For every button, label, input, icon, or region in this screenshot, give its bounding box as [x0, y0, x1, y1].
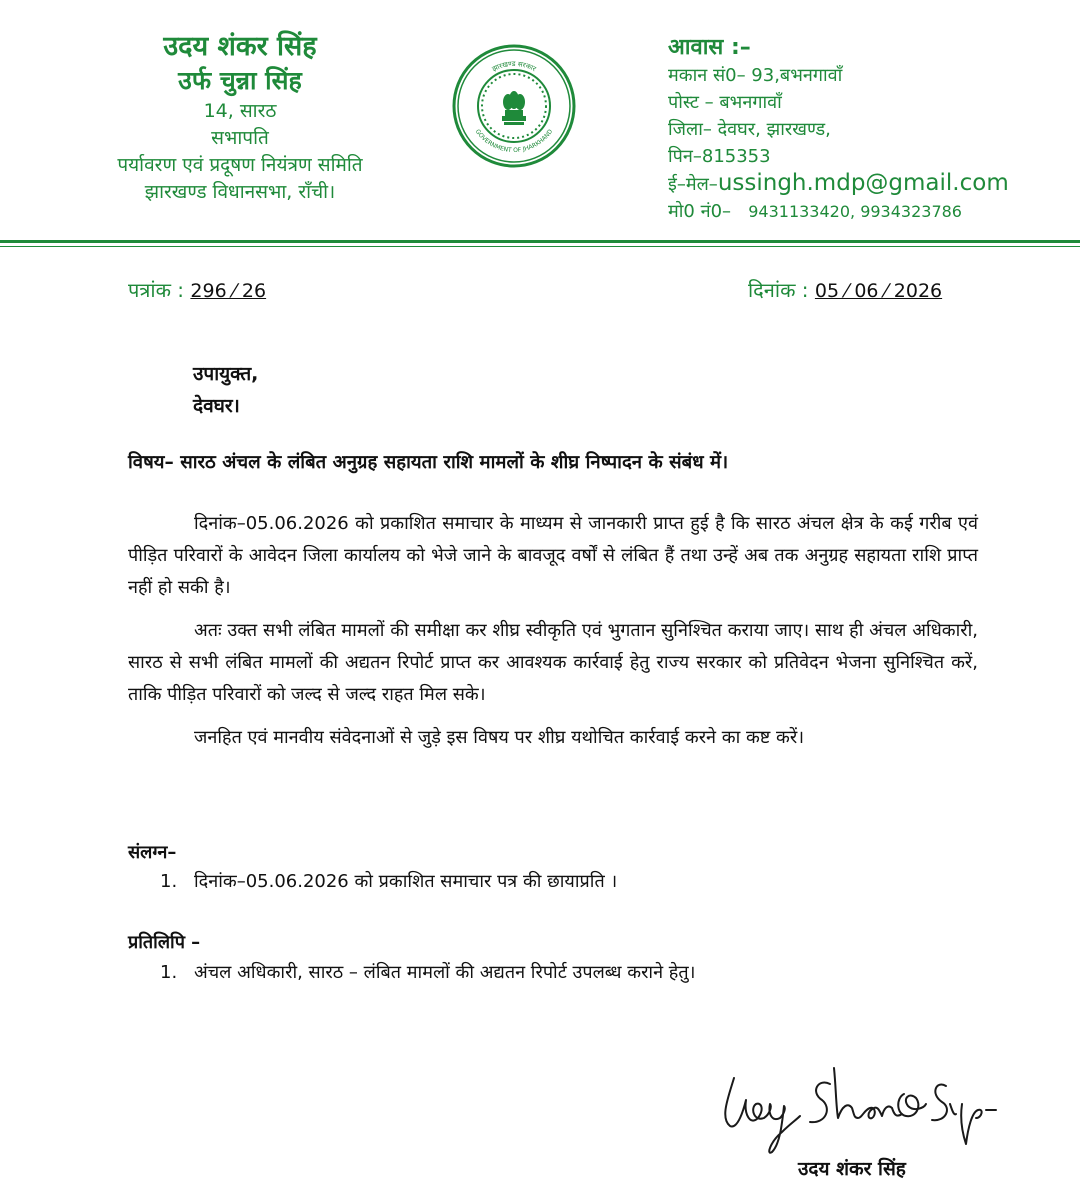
header-divider-thin	[0, 246, 1080, 247]
emblem-text-top: झारखण्ड सरकार	[490, 59, 538, 74]
date-label: दिनांक :	[748, 278, 809, 302]
handwritten-signature	[710, 1048, 1010, 1158]
body-paragraph-1: दिनांक–05.06.2026 को प्रकाशित समाचार के माध्यम से जानकारी प्राप्त हुई है कि सारठ अंचल क्षेत्र के कई गरीब एवं पीड़ित परिवारों के आवेदन जिला कार्यालय को भेजे जाने के बावजूद वर्षों से लंबित हैं तथा उन्हें अब तक अनुग्रह सहायता राशि प्राप्त नहीं हो सकी है।	[128, 513, 978, 598]
reference-label: पत्रांक :	[128, 278, 185, 302]
copy-to-title: प्रतिलिपि –	[128, 932, 201, 953]
mobile-number: 9431133420, 9934323786	[748, 202, 962, 221]
letterhead-left	[60, 30, 420, 206]
addressee-title: उपायुक्त,	[193, 363, 259, 385]
address-title: आवास :–	[668, 35, 751, 60]
address-district: जिला– देवघर, झारखण्ड,	[668, 119, 831, 140]
reference-value: 296 ⁄ 26	[190, 280, 267, 302]
email-label: ई–मेल–	[668, 174, 718, 195]
addressee-place: देवघर।	[193, 395, 240, 417]
copy-text: अंचल अधिकारी, सारठ – लंबित मामलों की अद्यतन रिपोर्ट उपलब्ध कराने हेतु।	[194, 962, 696, 983]
signatory-name: उदय शंकर सिंह	[798, 1158, 906, 1180]
address-post: पोस्ट – बभनगावाँ	[668, 92, 782, 113]
enclosure-title: संलग्न–	[128, 842, 177, 863]
letter-body	[128, 508, 978, 765]
mobile-line	[668, 198, 1068, 225]
copy-to-item	[160, 960, 695, 984]
reference-number	[128, 276, 266, 303]
emblem-text-bottom: GOVERNMENT OF JHARKHAND	[473, 128, 555, 155]
addressee	[193, 358, 258, 422]
sender-assembly: झारखण्ड विधानसभा, राँची।	[144, 181, 336, 203]
header-divider	[0, 240, 1080, 243]
enclosure-item	[160, 869, 617, 893]
letter-date	[748, 276, 942, 303]
date-value: 05 ⁄ 06 ⁄ 2026	[814, 280, 943, 302]
sender-constituency: 14, सारठ	[203, 100, 277, 122]
sender-designation: सभापति	[211, 127, 269, 149]
copy-number: 1.	[160, 962, 178, 983]
mobile-label: मो0 नं0–	[668, 201, 732, 222]
body-paragraph-2: अतः उक्त सभी लंबित मामलों की समीक्षा कर शीघ्र स्वीकृति एवं भुगतान सुनिश्चित कराया जाए। साथ ही अंचल अधिकारी, सारठ से सभी लंबित मामलों की अद्यतन रिपोर्ट प्राप्त कर आवश्यक कार्रवाई हेतु राज्य सरकार को प्रतिवेदन भेजना सुनिश्चित करें, ताकि पीड़ित परिवारों को जल्द से जल्द राहत मिल सके।	[128, 620, 978, 705]
letterhead-right	[668, 34, 1068, 225]
body-paragraph-3: जनहित एवं मानवीय संवेदनाओं से जुड़े इस विषय पर शीघ्र यथोचित कार्रवाई करने का कष्ट करें।	[194, 727, 805, 748]
enclosure-number: 1.	[160, 871, 178, 892]
sender-alias: उर्फ चुन्ना सिंह	[178, 66, 302, 95]
sender-committee: पर्यावरण एवं प्रदूषण नियंत्रण समिति	[117, 154, 363, 176]
jharkhand-emblem-icon	[452, 44, 576, 168]
address-pin: पिन–815353	[668, 146, 771, 167]
letter-subject: विषय– सारठ अंचल के लंबित अनुग्रह सहायता राशि मामलों के शीघ्र निष्पादन के संबंध में।	[128, 452, 729, 473]
email-line	[668, 170, 1068, 198]
sender-name: उदय शंकर सिंह	[163, 31, 317, 62]
email-address[interactable]: ussingh.mdp@gmail.com	[717, 170, 1009, 196]
address-house: मकान सं0– 93,बभनगावाँ	[668, 65, 843, 86]
enclosure-text: दिनांक–05.06.2026 को प्रकाशित समाचार पत्र की छायाप्रति ।	[194, 871, 618, 892]
